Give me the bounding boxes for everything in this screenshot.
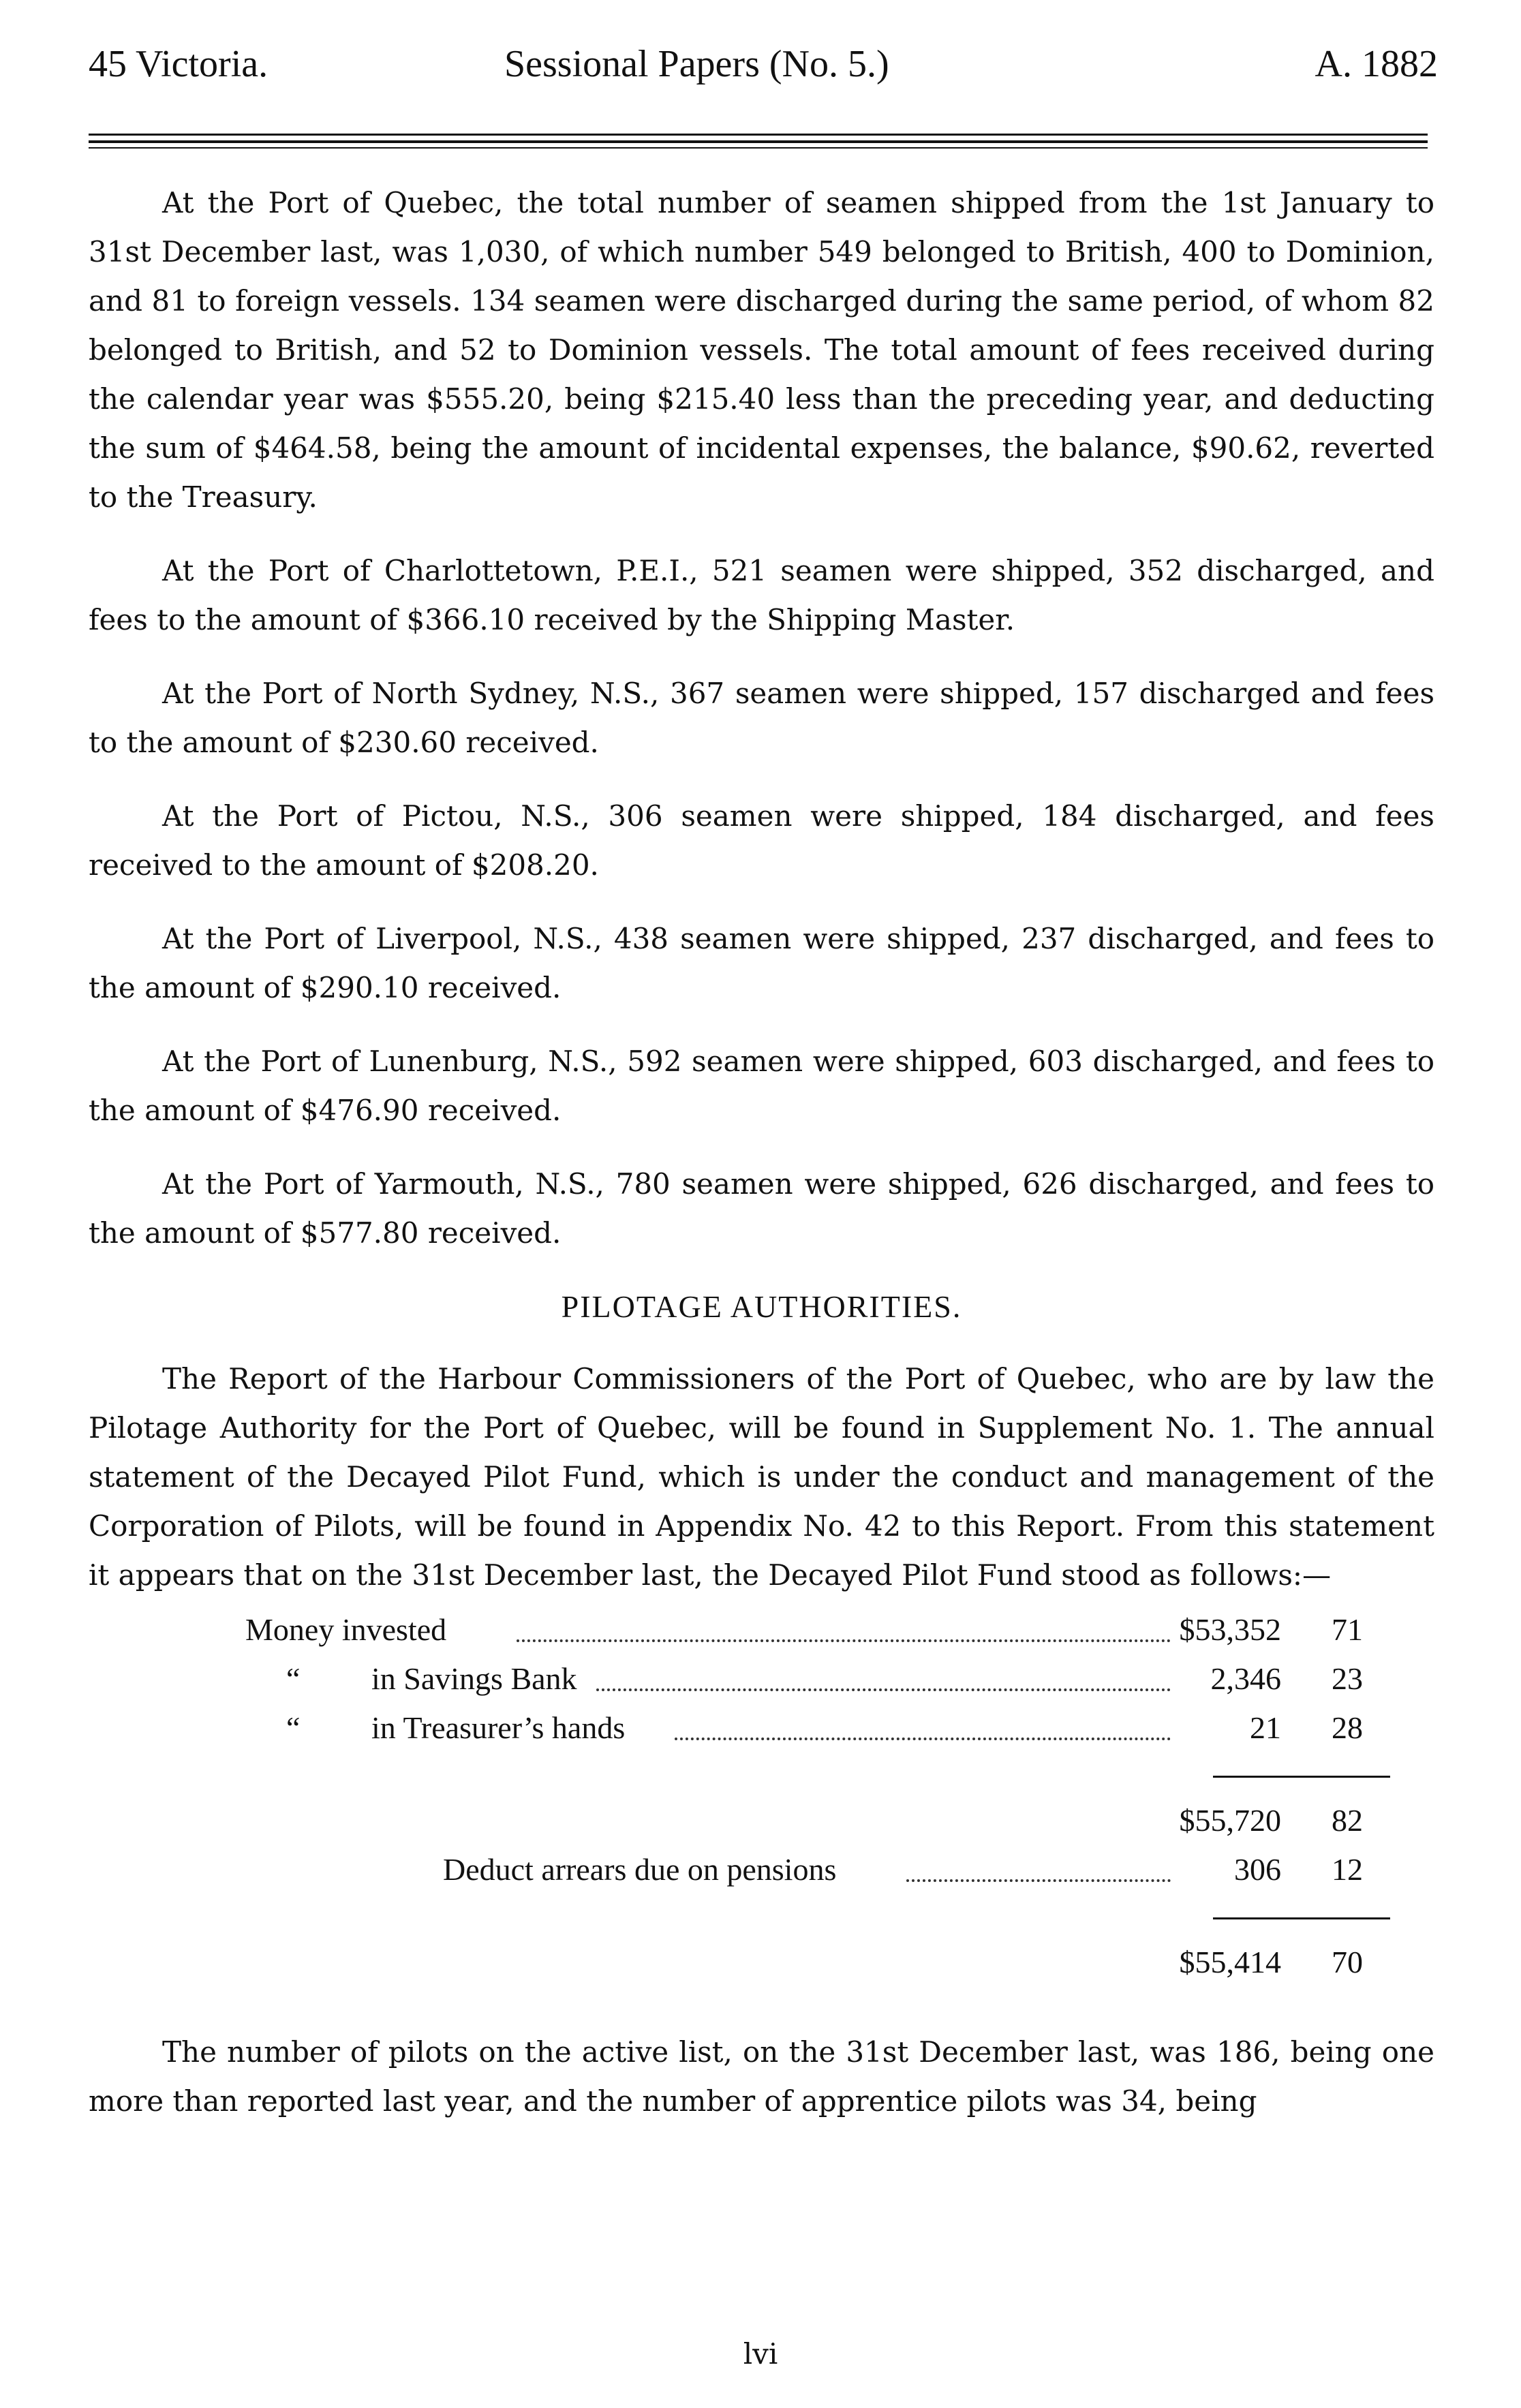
- fund-row-cents: 71: [1332, 1612, 1363, 1647]
- fund-row: [89, 1605, 1434, 1654]
- header-session: 45 Victoria.: [89, 43, 268, 85]
- paragraph-quebec: At the Port of Quebec, the total number of seamen shipped from the 1st January to 31st December last, was 1,030, of which number 549 belonged to British, 400 to Dominion, and 81 to foreign vessels. 134 seamen were discharged during the same period, of whom 82 belonged to British, and 52 to Dominion vessels. The total amount of fees received during the calendar year was $555.20, being $215.40 less than the preceding year, and deducting the sum of $464.58, being the amount of incidental expenses, the balance, $90.62, reverted to the Treasury.: [89, 186, 1434, 514]
- sum-rule: [1213, 1776, 1390, 1778]
- header-publication: Sessional Papers (No. 5.): [504, 43, 889, 85]
- page-number: lvi: [743, 2337, 778, 2371]
- leader-dots: [906, 1879, 1171, 1882]
- body-text: [89, 179, 1434, 2126]
- paragraph-pilotage-intro: The Report of the Harbour Commissioners of the Port of Quebec, who are by law the Pilotage Authority for the Port of Quebec, will be found in Supplement No. 1. The annual statement of the Decayed Pilot Fund, which is under the conduct and management of the Corporation of Pilots, will be found in Appendix No. 42 to this Report. From this statement it appears that on the 31st December last, the Decayed Pilot Fund stood as follows:—: [89, 1362, 1434, 1592]
- fund-row-dollars: 2,346: [1210, 1661, 1281, 1696]
- leader-dots: [596, 1688, 1171, 1691]
- fund-row: [89, 1703, 1434, 1753]
- ditto-mark: “: [286, 1710, 301, 1745]
- fund-row-dollars: $53,352: [1179, 1612, 1281, 1647]
- fund-subtotal: [89, 1796, 1434, 1845]
- paragraph-pictou: At the Port of Pictou, N.S., 306 seamen were shipped, 184 discharged, and fees received to the amount of $208.20.: [89, 799, 1434, 882]
- deduction-label: Deduct arrears due on pensions: [443, 1852, 837, 1887]
- total-dollars: $55,414: [1179, 1945, 1281, 1979]
- ditto-mark: “: [286, 1661, 301, 1696]
- sum-rule: [1213, 1917, 1390, 1919]
- paragraph-charlottetown: At the Port of Charlottetown, P.E.I., 521 seamen were shipped, 352 discharged, and fees to the amount of $366.10 received by the Shipping Master.: [89, 554, 1434, 636]
- fund-statement: [89, 1605, 1434, 2028]
- leader-dots: [675, 1738, 1171, 1740]
- fund-row-label: Money invested: [245, 1612, 447, 1647]
- section-heading: PILOTAGE AUTHORITIES.: [561, 1289, 962, 1324]
- fund-row-label: in Savings Bank: [371, 1661, 577, 1696]
- header-rule: [89, 140, 1428, 143]
- header-rule: [89, 134, 1428, 136]
- running-header: [89, 42, 1438, 97]
- fund-row-cents: 28: [1332, 1710, 1363, 1745]
- paragraph-liverpool: At the Port of Liverpool, N.S., 438 seamen were shipped, 237 discharged, and fees to the amount of $290.10 received.: [89, 922, 1434, 1004]
- fund-row-cents: 23: [1332, 1661, 1363, 1696]
- deduction-cents: 12: [1332, 1852, 1363, 1887]
- fund-deduction: [89, 1845, 1434, 1894]
- paragraph-yarmouth: At the Port of Yarmouth, N.S., 780 seamen were shipped, 626 discharged, and fees to the amount of $577.80 received.: [89, 1167, 1434, 1250]
- paragraph-pilots-count: The number of pilots on the active list, on the 31st December last, was 186, being one more than reported last year, and the number of apprentice pilots was 34, being: [89, 2035, 1434, 2118]
- subtotal-cents: 82: [1332, 1803, 1363, 1838]
- fund-row-label: in Treasurer’s hands: [371, 1710, 626, 1745]
- header-rule: [89, 147, 1428, 149]
- paragraph-north-sydney: At the Port of North Sydney, N.S., 367 seamen were shipped, 157 discharged and fees to the amount of $230.60 received.: [89, 677, 1434, 759]
- fund-total: [89, 1938, 1434, 1987]
- deduction-dollars: 306: [1234, 1852, 1281, 1887]
- fund-row-dollars: 21: [1250, 1710, 1281, 1745]
- fund-row: [89, 1654, 1434, 1703]
- total-cents: 70: [1332, 1945, 1363, 1979]
- leader-dots: [517, 1639, 1171, 1642]
- paragraph-lunenburg: At the Port of Lunenburg, N.S., 592 seamen were shipped, 603 discharged, and fees to the amount of $476.90 received.: [89, 1045, 1434, 1127]
- subtotal-dollars: $55,720: [1179, 1803, 1281, 1838]
- header-year: A. 1882: [1315, 43, 1438, 85]
